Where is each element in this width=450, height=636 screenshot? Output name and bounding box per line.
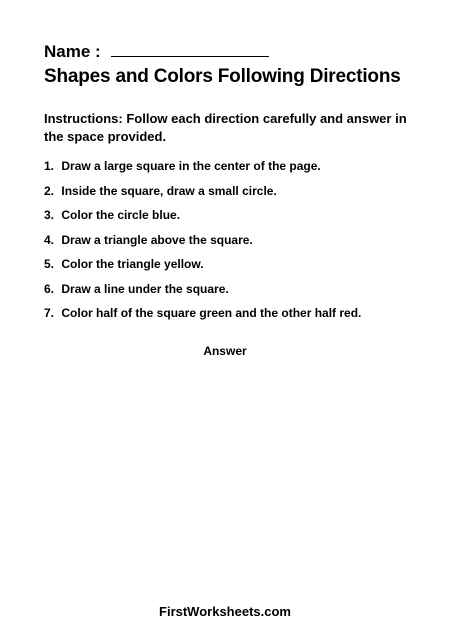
- name-row: [44, 42, 269, 62]
- direction-item: [44, 158, 361, 183]
- name-blank-line: [111, 42, 269, 57]
- direction-number: 3.: [44, 208, 55, 222]
- direction-text: Inside the square, draw a small circle.: [61, 183, 277, 198]
- direction-item: [44, 281, 361, 306]
- footer-site-name: FirstWorksheets.com: [159, 604, 291, 619]
- direction-text: Draw a line under the square.: [61, 281, 229, 296]
- direction-number: 4.: [44, 232, 55, 247]
- direction-text: Draw a large square in the center of the page.: [61, 159, 321, 173]
- direction-text: Color half of the square green and the other half red.: [61, 306, 362, 320]
- direction-item: [44, 256, 361, 281]
- direction-text: Color the circle blue.: [61, 208, 181, 222]
- direction-number: 7.: [44, 306, 55, 320]
- direction-text: Draw a triangle above the square.: [61, 232, 253, 247]
- direction-item: [44, 232, 361, 257]
- answer-label: Answer: [203, 344, 247, 358]
- directions-list: [44, 158, 361, 330]
- worksheet-title: Shapes and Colors Following Directions: [44, 66, 401, 87]
- direction-item: [44, 183, 361, 208]
- direction-number: 2.: [44, 183, 55, 198]
- direction-number: 6.: [44, 281, 55, 296]
- direction-text: Color the triangle yellow.: [61, 257, 204, 271]
- name-label: Name :: [44, 42, 101, 61]
- direction-item: [44, 207, 361, 232]
- direction-number: 1.: [44, 159, 55, 173]
- direction-item: [44, 305, 361, 330]
- instructions-text: Instructions: Follow each direction carefully and answer in the space provided.: [44, 111, 407, 144]
- direction-number: 5.: [44, 257, 55, 271]
